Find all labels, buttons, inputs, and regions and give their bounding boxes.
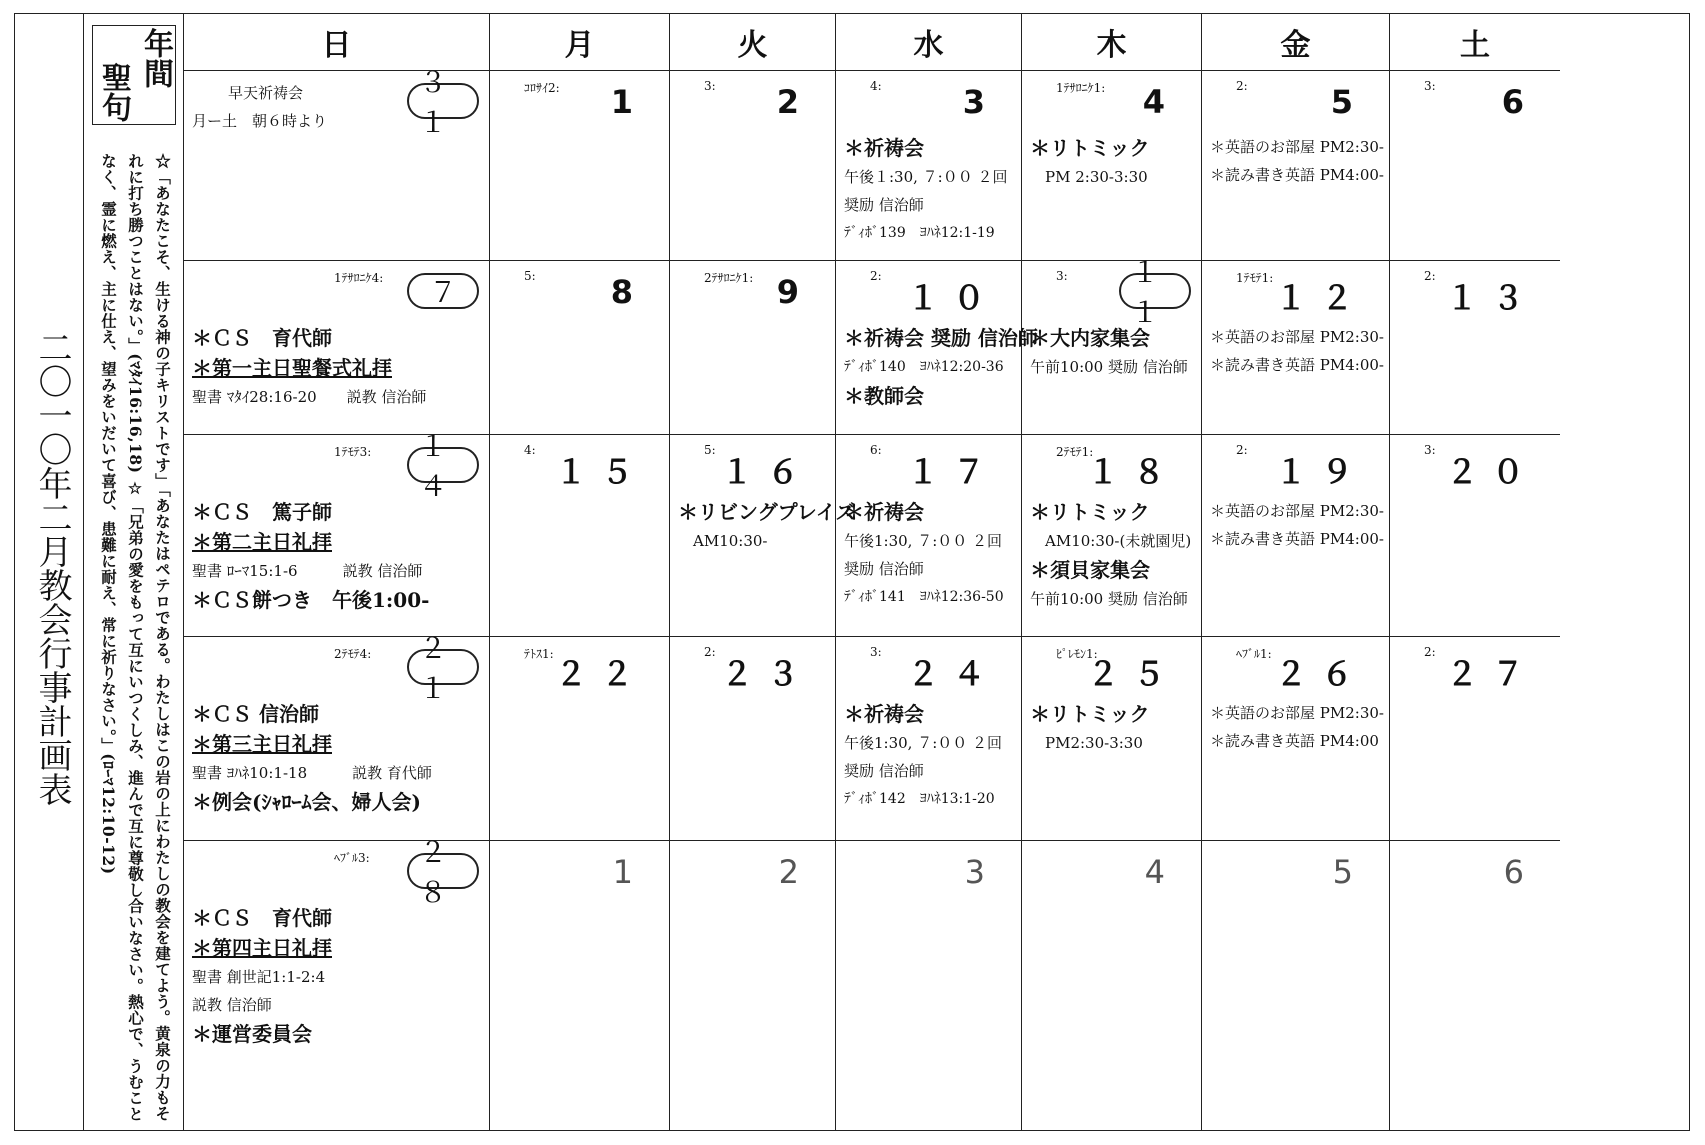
day-cell	[1202, 261, 1390, 435]
event-list	[192, 699, 485, 817]
event-line: ＊須貝家集会	[1030, 558, 1150, 582]
bible-reading-ref: ﾃﾄｽ1:	[524, 647, 554, 661]
event-line: ＊ＣＳ 育代師	[192, 906, 332, 930]
event-line: ＊読み書き英語 PM4:00	[1210, 732, 1379, 750]
day-number: ２５	[1086, 655, 1179, 693]
event-line: ＊例会(ｼｬﾛｰﾑ会、婦人会)	[192, 790, 421, 814]
sunday-date-oval: ２１	[407, 649, 479, 685]
event-list	[1210, 699, 1385, 755]
event-line: 奨励 信治師	[844, 762, 924, 780]
event-line: 聖書 創世記1:1-2:4	[192, 968, 326, 986]
day-number: １７	[906, 453, 999, 491]
event-line: 午後1:30, ７:００ ２回	[844, 734, 1003, 752]
day-cell	[1390, 841, 1560, 1131]
annual-verse-text: ☆「あなたこそ、生ける神の子キリストです」「あなたはペテロである。わたしはこの岩の上にわたしの教会を建てよう。黄泉の力もそれに打ち勝つことはない。」(ﾏﾀｲ16:16,18) ☆「兄弟の愛をもって互にいつくしみ、進んで互に尊敬し合いなさい。熱心で、うむことなく、霊に燃え、主に仕え、望みをいだいて喜び、患難に耐え、常に祈りなさい。」(ﾛｰﾏ12:10-12)	[99, 153, 172, 1122]
verse-heading-annual: 年間	[138, 28, 173, 88]
day-number: ２６	[1274, 655, 1367, 693]
bible-reading-ref: 1ﾃﾓﾃ3:	[334, 445, 372, 459]
sunday-date-oval: ２８	[407, 853, 479, 889]
day-cell	[490, 261, 670, 435]
day-number: ２４	[906, 655, 999, 693]
day-number: １６	[720, 453, 813, 491]
bible-reading-ref: 4:	[524, 443, 536, 457]
note-line: 早天祈祷会	[228, 84, 304, 102]
day-cell	[670, 435, 856, 637]
sunday-date-oval: １４	[407, 447, 479, 483]
day-number: １８	[1086, 453, 1179, 491]
bible-reading-ref: 3:	[1424, 443, 1436, 457]
event-line: ＊リトミック	[1030, 136, 1150, 160]
verse-heading-verse: 聖句	[96, 62, 131, 122]
event-line: ＊教師会	[844, 384, 924, 408]
day-cell	[836, 435, 1022, 637]
event-line: ﾃﾞｨﾎﾞ139 ﾖﾊﾈ12:1-19	[844, 225, 995, 241]
day-number: １５	[554, 453, 647, 491]
day-number: １０	[906, 279, 999, 317]
bible-reading-ref: 2:	[704, 645, 716, 659]
event-line: ＊英語のお部屋 PM2:30-	[1210, 138, 1384, 156]
page-title: 二〇一〇年二月教会行事計画表	[32, 330, 72, 806]
bible-reading-ref: 3:	[704, 79, 716, 93]
bible-reading-ref: 2ﾃﾓﾃ1:	[1056, 445, 1094, 459]
bible-reading-ref: 5:	[524, 269, 536, 283]
event-list	[844, 497, 1017, 611]
day-number: １３	[1445, 279, 1538, 317]
bible-reading-ref: 1ﾃﾓﾃ1:	[1236, 271, 1274, 285]
event-line: ＊祈祷会	[844, 500, 924, 524]
day-cell	[836, 841, 1022, 1131]
weekday-header: 土	[1390, 13, 1560, 71]
event-line: ＊ＣＳ 篤子師	[192, 500, 332, 524]
day-cell	[836, 71, 1022, 261]
weekday-header: 月	[490, 13, 670, 71]
day-cell	[1022, 841, 1202, 1131]
event-list	[1030, 699, 1197, 757]
bible-reading-ref: ｺﾛｻｲ2:	[524, 81, 560, 95]
weekday-header: 日	[184, 13, 490, 71]
day-number: 8	[610, 273, 647, 311]
day-cell	[184, 430, 490, 637]
event-list	[1210, 133, 1385, 189]
day-number: 5	[1332, 853, 1367, 891]
day-cell	[670, 841, 836, 1131]
event-line: ＊祈祷会	[844, 136, 924, 160]
event-line: ＊読み書き英語 PM4:00-	[1210, 530, 1384, 548]
event-line: ＊ＣＳ 信治師	[192, 702, 319, 726]
event-line: ＊リビングプレイズ	[678, 500, 856, 524]
bible-reading-ref: 1ﾃｻﾛﾆｹ1:	[1056, 81, 1106, 95]
day-cell	[1202, 71, 1390, 261]
day-cell	[184, 632, 490, 841]
note-line: 月ー土 朝６時より	[192, 112, 328, 130]
day-number: 5	[1330, 83, 1367, 121]
event-line: ＊リトミック	[1030, 500, 1150, 524]
event-list	[1030, 133, 1197, 191]
day-cell	[1022, 71, 1202, 261]
event-line: 聖書 ﾖﾊﾈ10:1-18 説教 育代師	[192, 764, 432, 782]
event-line: AM10:30-	[678, 532, 768, 550]
day-cell	[1390, 71, 1560, 261]
day-number: 3	[962, 83, 999, 121]
event-line: ＊第四主日礼拝	[192, 936, 332, 960]
event-list	[1030, 323, 1197, 381]
event-line: ＊ＣＳ餅つき 午後1:00-	[192, 588, 430, 612]
day-cell	[490, 71, 670, 261]
day-number: 6	[1501, 83, 1538, 121]
event-line: ﾃﾞｨﾎﾞ141 ﾖﾊﾈ12:36-50	[844, 589, 1004, 605]
verse-column	[84, 13, 184, 1131]
day-cell	[1022, 435, 1202, 637]
bible-reading-ref: 3:	[1424, 79, 1436, 93]
event-line: 午後1:30, ７:００ ２回	[844, 532, 1003, 550]
event-line: ＊祈祷会 奨励 信治師	[844, 326, 1038, 350]
event-list	[844, 133, 1017, 247]
event-line: ﾃﾞｨﾎﾞ142 ﾖﾊﾈ13:1-20	[844, 791, 995, 807]
weekday-header: 金	[1202, 13, 1390, 71]
day-number: 3	[964, 853, 999, 891]
weekday-header: 木	[1022, 13, 1202, 71]
event-line: ＊ＣＳ 育代師	[192, 326, 332, 350]
event-line: ＊英語のお部屋 PM2:30-	[1210, 328, 1384, 346]
day-cell	[490, 435, 670, 637]
day-cell	[1202, 637, 1390, 841]
event-line: ﾃﾞｨﾎﾞ140 ﾖﾊﾈ12:20-36	[844, 359, 1004, 375]
day-cell	[1390, 435, 1560, 637]
day-number: １２	[1274, 279, 1367, 317]
event-line: 聖書 ﾏﾀｲ28:16-20 説教 信治師	[192, 388, 427, 406]
bible-reading-ref: 2:	[1236, 79, 1248, 93]
event-line: 午前10:00 奨励 信治師	[1030, 590, 1188, 608]
day-cell	[670, 261, 836, 435]
bible-reading-ref: 2ﾃｻﾛﾆｹ1:	[704, 271, 754, 285]
day-number: ２０	[1445, 453, 1538, 491]
day-cell	[184, 66, 490, 261]
day-cell	[670, 637, 836, 841]
day-cell	[1202, 841, 1390, 1131]
day-cell	[670, 71, 836, 261]
bible-reading-ref: ﾍﾌﾞﾙ3:	[334, 851, 370, 865]
day-number: １９	[1274, 453, 1367, 491]
event-list	[1210, 497, 1385, 553]
day-cell	[836, 261, 1038, 435]
day-number: 4	[1144, 853, 1179, 891]
day-number: ２７	[1445, 655, 1538, 693]
event-line: ＊第二主日礼拝	[192, 530, 332, 554]
day-cell	[1022, 637, 1202, 841]
bible-reading-ref: 1ﾃｻﾛﾆｹ4:	[334, 271, 384, 285]
event-line: ＊第一主日聖餐式礼拝	[192, 356, 392, 380]
day-cell	[1390, 261, 1560, 435]
day-cell	[836, 637, 1022, 841]
bible-reading-ref: 6:	[870, 443, 882, 457]
event-list	[192, 903, 485, 1049]
event-list	[844, 699, 1017, 813]
verse-heading-box	[92, 25, 176, 125]
day-cell	[490, 637, 670, 841]
weekday-header: 水	[836, 13, 1022, 71]
event-list	[678, 497, 856, 555]
event-list	[192, 497, 485, 615]
day-number: 1	[612, 853, 647, 891]
event-line: ＊読み書き英語 PM4:00-	[1210, 356, 1384, 374]
day-number: 6	[1503, 853, 1538, 891]
day-number: ２２	[554, 655, 647, 693]
day-cell	[184, 836, 490, 1131]
bible-reading-ref: 2:	[1424, 269, 1436, 283]
event-line: 説教 信治師	[192, 996, 272, 1014]
event-line: 奨励 信治師	[844, 560, 924, 578]
sunday-date-oval: ３１	[407, 83, 479, 119]
event-line: 奨励 信治師	[844, 196, 924, 214]
event-line: AM10:30-(未就園児)	[1030, 532, 1192, 550]
weekday-header: 火	[670, 13, 836, 71]
event-line: ＊英語のお部屋 PM2:30-	[1210, 502, 1384, 520]
event-line: ＊祈祷会	[844, 702, 924, 726]
bible-reading-ref: 4:	[870, 79, 882, 93]
day-cell	[1022, 256, 1202, 435]
event-line: ＊第三主日礼拝	[192, 732, 332, 756]
day-number: 2	[778, 853, 813, 891]
bible-reading-ref: 3:	[870, 645, 882, 659]
bible-reading-ref: ﾍﾌﾞﾙ1:	[1236, 647, 1272, 661]
event-list	[192, 323, 485, 411]
day-number: 9	[776, 273, 813, 311]
day-number: 4	[1142, 83, 1179, 121]
event-line: PM 2:30-3:30	[1030, 168, 1148, 186]
event-line: 午後１:30, ７:００ ２回	[844, 168, 1008, 186]
event-line: 聖書 ﾛｰﾏ15:1-6 説教 信治師	[192, 562, 423, 580]
sunday-date-oval: １１	[1119, 273, 1191, 309]
bible-reading-ref: 2:	[1236, 443, 1248, 457]
event-line: ＊運営委員会	[192, 1022, 312, 1046]
event-line: 午前10:00 奨励 信治師	[1030, 358, 1188, 376]
event-line: ＊大内家集会	[1030, 326, 1150, 350]
event-line: ＊読み書き英語 PM4:00-	[1210, 166, 1384, 184]
calendar-grid	[184, 13, 1690, 1131]
bible-reading-ref: 2:	[870, 269, 882, 283]
bible-reading-ref: 3:	[1056, 269, 1068, 283]
event-list	[1210, 323, 1385, 379]
event-list	[844, 323, 1038, 411]
day-cell	[490, 841, 670, 1131]
event-line: PM2:30-3:30	[1030, 734, 1143, 752]
bible-reading-ref: 2ﾃﾓﾃ4:	[334, 647, 372, 661]
bible-reading-ref: 2:	[1424, 645, 1436, 659]
day-number: 1	[610, 83, 647, 121]
bible-reading-ref: ﾋﾟﾚﾓﾝ1:	[1056, 647, 1098, 661]
event-list	[1030, 497, 1197, 613]
day-number: 2	[776, 83, 813, 121]
day-cell	[1202, 435, 1390, 637]
bible-reading-ref: 5:	[704, 443, 716, 457]
day-cell	[184, 261, 490, 435]
event-line: ＊リトミック	[1030, 702, 1150, 726]
title-column	[14, 13, 84, 1131]
day-cell	[1390, 637, 1560, 841]
morning-prayer-note	[192, 79, 327, 135]
day-number: ２３	[720, 655, 813, 693]
sunday-date-oval: ７	[407, 273, 479, 309]
event-line: ＊英語のお部屋 PM2:30-	[1210, 704, 1384, 722]
